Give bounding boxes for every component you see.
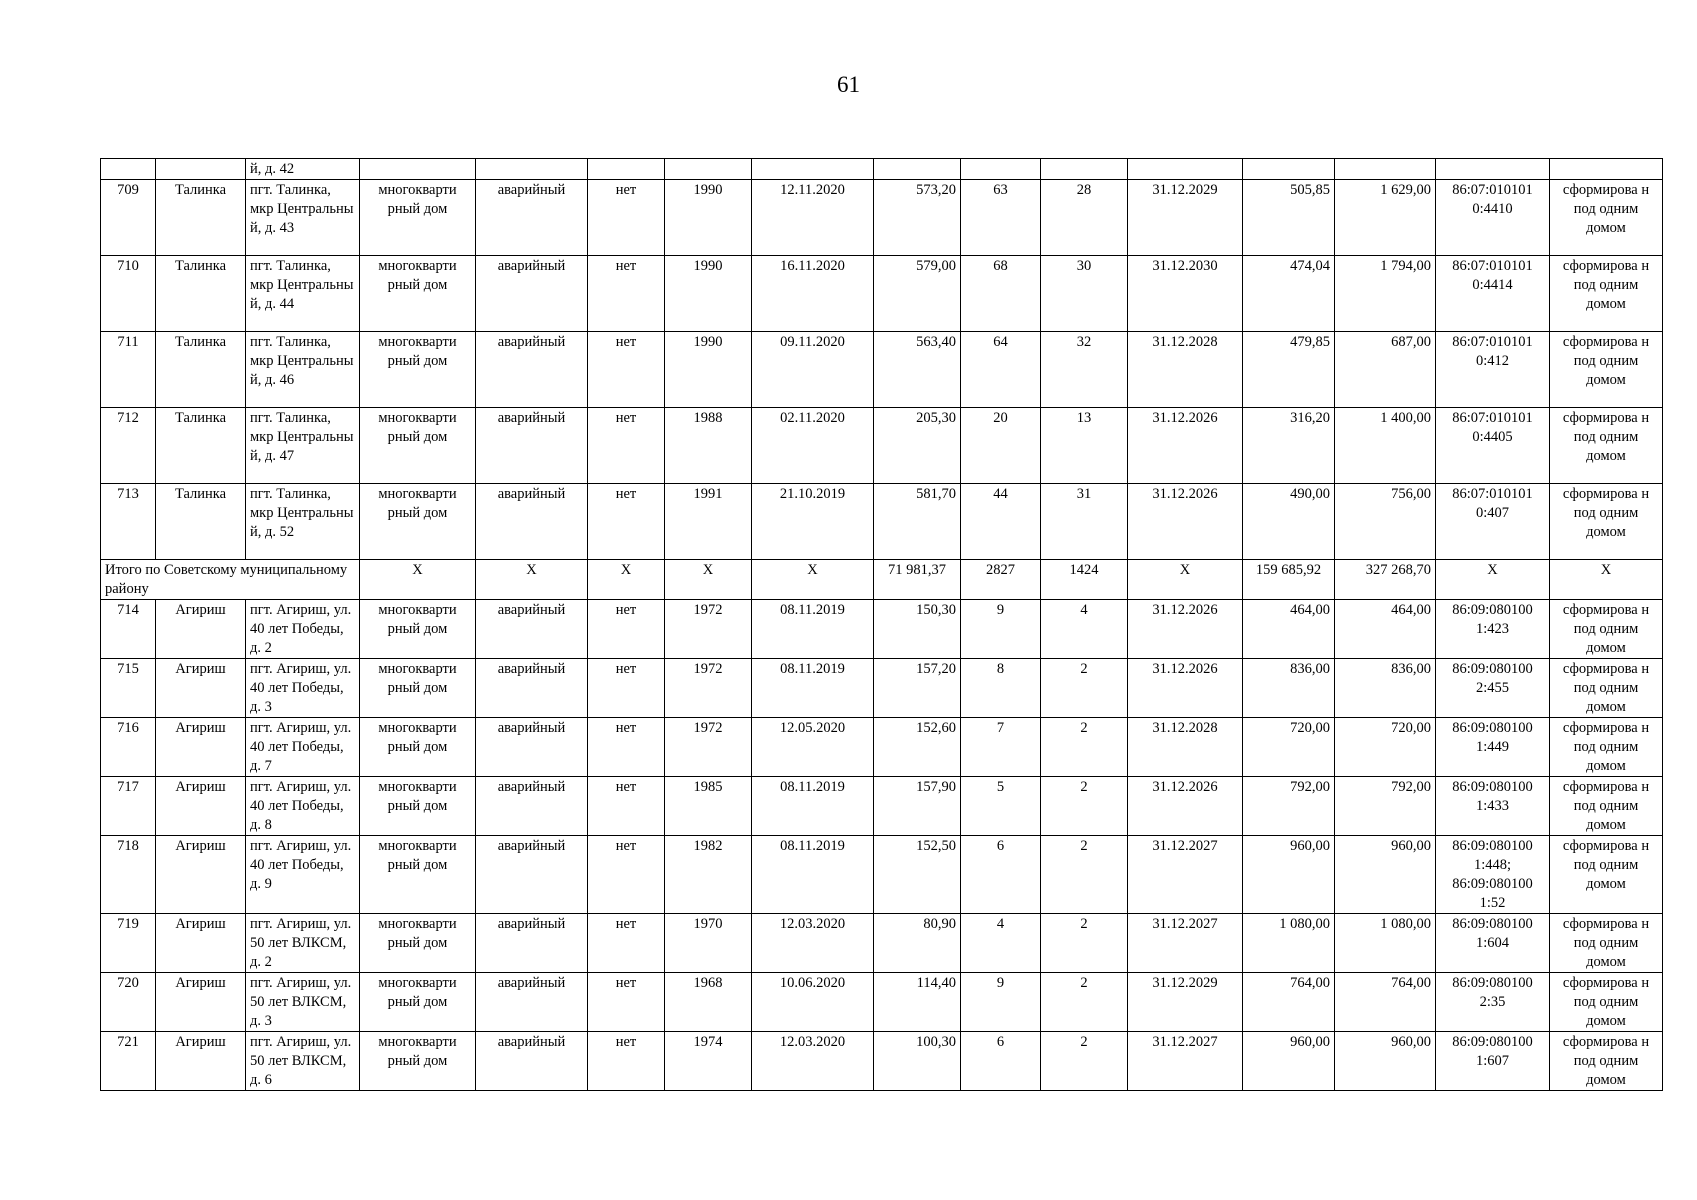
cadastral-number-cell: 86:09:080100 1:449 <box>1436 718 1550 777</box>
area-cell: 80,90 <box>874 914 961 973</box>
settlement-cell: Агириш <box>156 914 246 973</box>
address-cell: пгт. Агириш, ул. 50 лет ВЛКСМ, д. 3 <box>246 973 360 1032</box>
heritage-cell: нет <box>588 718 665 777</box>
note-cell: сформирова н под одним домом <box>1550 332 1663 408</box>
land-area-total-cell: 464,00 <box>1335 600 1436 659</box>
building-type-cell: многокварти рный дом <box>360 180 476 256</box>
land-area-cell: 490,00 <box>1243 484 1335 560</box>
resettlement-deadline-cell: 31.12.2026 <box>1128 777 1243 836</box>
decision-date-cell: 16.11.2020 <box>752 256 874 332</box>
flats-cell: 31 <box>1041 484 1128 560</box>
land-area-cell: 479,85 <box>1243 332 1335 408</box>
flats-cell: 2 <box>1041 973 1128 1032</box>
settlement-cell: Агириш <box>156 836 246 914</box>
land-area-cell: 836,00 <box>1243 659 1335 718</box>
settlement-cell: Талинка <box>156 484 246 560</box>
area-cell: 152,50 <box>874 836 961 914</box>
resettlement-deadline-cell: 31.12.2029 <box>1128 973 1243 1032</box>
page-number: 61 <box>837 72 860 97</box>
address-cell: пгт. Агириш, ул. 40 лет Победы, д. 2 <box>246 600 360 659</box>
total-status-cell: X <box>476 560 588 600</box>
building-type-cell: многокварти рный дом <box>360 1032 476 1091</box>
address-cell: пгт. Талинка, мкр Центральны й, д. 44 <box>246 256 360 332</box>
resettlement-deadline-cell: 31.12.2028 <box>1128 332 1243 408</box>
area-cell: 581,70 <box>874 484 961 560</box>
address-cell: пгт. Талинка, мкр Центральны й, д. 47 <box>246 408 360 484</box>
residents-cell: 64 <box>961 332 1041 408</box>
building-type-cell: многокварти рный дом <box>360 600 476 659</box>
condition-cell: аварийный <box>476 1032 588 1091</box>
condition-cell: аварийный <box>476 600 588 659</box>
address-cell: пгт. Талинка, мкр Центральны й, д. 43 <box>246 180 360 256</box>
land-area-cell: 720,00 <box>1243 718 1335 777</box>
land-area-cell: 464,00 <box>1243 600 1335 659</box>
decision-date-cell: 08.11.2019 <box>752 600 874 659</box>
land-area-cell: 960,00 <box>1243 1032 1335 1091</box>
row-number-cell: 710 <box>101 256 156 332</box>
settlement-cell: Агириш <box>156 600 246 659</box>
residents-cell: 9 <box>961 973 1041 1032</box>
address-cell: пгт. Агириш, ул. 40 лет Победы, д. 7 <box>246 718 360 777</box>
area-cell: 114,40 <box>874 973 961 1032</box>
note-cell: сформирова н под одним домом <box>1550 836 1663 914</box>
table-row <box>101 1032 1663 1091</box>
address-cell: пгт. Талинка, мкр Центральны й, д. 46 <box>246 332 360 408</box>
year-built-cell: 1991 <box>665 484 752 560</box>
total-people-cell: 2827 <box>961 560 1041 600</box>
resettlement-deadline-cell: 31.12.2028 <box>1128 718 1243 777</box>
residents-cell: 6 <box>961 1032 1041 1091</box>
total-label-cell: Итого по Советскому муниципальному району <box>101 560 360 600</box>
land-area-total-cell: 836,00 <box>1335 659 1436 718</box>
decision-date-cell: 09.11.2020 <box>752 332 874 408</box>
note-cell: сформирова н под одним домом <box>1550 256 1663 332</box>
residents-cell: 68 <box>961 256 1041 332</box>
flats-cell: 2 <box>1041 659 1128 718</box>
row-number-cell: 712 <box>101 408 156 484</box>
area-cell: 579,00 <box>874 256 961 332</box>
note-cell: сформирова н под одним домом <box>1550 484 1663 560</box>
address-cell: пгт. Талинка, мкр Центральны й, д. 52 <box>246 484 360 560</box>
address-cell: пгт. Агириш, ул. 50 лет ВЛКСМ, д. 6 <box>246 1032 360 1091</box>
decision-date-cell: 12.03.2020 <box>752 914 874 973</box>
area-cell: 205,30 <box>874 408 961 484</box>
note-cell: сформирова н под одним домом <box>1550 973 1663 1032</box>
building-type-cell: многокварти рный дом <box>360 914 476 973</box>
cadastral-number-cell: 86:07:010101 0:4405 <box>1436 408 1550 484</box>
heritage-cell: нет <box>588 659 665 718</box>
cadastral-number-cell: 86:09:080100 1:433 <box>1436 777 1550 836</box>
land-area-cell: 316,20 <box>1243 408 1335 484</box>
land-area-total-cell: 960,00 <box>1335 1032 1436 1091</box>
settlement-cell: Агириш <box>156 777 246 836</box>
land-area-total-cell: 687,00 <box>1335 332 1436 408</box>
area-cell: 563,40 <box>874 332 961 408</box>
note-cell: сформирова н под одним домом <box>1550 600 1663 659</box>
decision-date-cell: 10.06.2020 <box>752 973 874 1032</box>
resettlement-deadline-cell: 31.12.2027 <box>1128 836 1243 914</box>
heritage-cell: нет <box>588 180 665 256</box>
building-type-cell: многокварти рный дом <box>360 659 476 718</box>
residents-cell: 5 <box>961 777 1041 836</box>
flats-cell: 13 <box>1041 408 1128 484</box>
settlement-cell: Талинка <box>156 256 246 332</box>
settlement-cell: Талинка <box>156 408 246 484</box>
residents-cell: 20 <box>961 408 1041 484</box>
residents-cell: 8 <box>961 659 1041 718</box>
cadastral-number-cell: 86:09:080100 1:604 <box>1436 914 1550 973</box>
resettlement-deadline-cell: 31.12.2026 <box>1128 408 1243 484</box>
condition-cell: аварийный <box>476 973 588 1032</box>
area-cell: 100,30 <box>874 1032 961 1091</box>
condition-cell: аварийный <box>476 777 588 836</box>
decision-date-cell: 12.11.2020 <box>752 180 874 256</box>
year-built-cell: 1972 <box>665 600 752 659</box>
decision-date-cell: 08.11.2019 <box>752 836 874 914</box>
total-note-cell: X <box>1550 560 1663 600</box>
area-cell: 157,20 <box>874 659 961 718</box>
total-cad-cell: X <box>1436 560 1550 600</box>
resettlement-deadline-cell: 31.12.2026 <box>1128 484 1243 560</box>
building-type-cell: многокварти рный дом <box>360 836 476 914</box>
year-built-cell: 1974 <box>665 1032 752 1091</box>
building-type-cell: многокварти рный дом <box>360 332 476 408</box>
land-area-total-cell: 1 400,00 <box>1335 408 1436 484</box>
land-area-total-cell: 960,00 <box>1335 836 1436 914</box>
resettlement-deadline-cell: 31.12.2030 <box>1128 256 1243 332</box>
row-number-cell: 713 <box>101 484 156 560</box>
table-row <box>101 973 1663 1032</box>
row-number-cell: 717 <box>101 777 156 836</box>
flats-cell: 2 <box>1041 1032 1128 1091</box>
land-area-total-cell: 1 629,00 <box>1335 180 1436 256</box>
address-cell: пгт. Агириш, ул. 40 лет Победы, д. 8 <box>246 777 360 836</box>
year-built-cell: 1990 <box>665 180 752 256</box>
total-date-cell: X <box>752 560 874 600</box>
building-type-cell: многокварти рный дом <box>360 484 476 560</box>
land-area-total-cell: 1 794,00 <box>1335 256 1436 332</box>
cadastral-number-cell: 86:07:010101 0:407 <box>1436 484 1550 560</box>
note-cell: сформирова н под одним домом <box>1550 718 1663 777</box>
land-area-cell: 960,00 <box>1243 836 1335 914</box>
cadastral-number-cell: 86:09:080100 2:35 <box>1436 973 1550 1032</box>
land-area-cell: 474,04 <box>1243 256 1335 332</box>
settlement-cell: Талинка <box>156 180 246 256</box>
table-row <box>101 180 1663 256</box>
heritage-cell: нет <box>588 256 665 332</box>
heritage-cell: нет <box>588 914 665 973</box>
land-area-cell: 505,85 <box>1243 180 1335 256</box>
note-cell: сформирова н под одним домом <box>1550 777 1663 836</box>
area-cell: 157,90 <box>874 777 961 836</box>
table-row <box>101 777 1663 836</box>
address-cell: пгт. Агириш, ул. 50 лет ВЛКСМ, д. 2 <box>246 914 360 973</box>
land-area-cell: 1 080,00 <box>1243 914 1335 973</box>
land-area-total-cell: 720,00 <box>1335 718 1436 777</box>
table-row <box>101 408 1663 484</box>
flats-cell: 2 <box>1041 777 1128 836</box>
housing-registry-table <box>100 158 1663 1091</box>
year-built-cell: 1990 <box>665 256 752 332</box>
land-area-total-cell: 792,00 <box>1335 777 1436 836</box>
condition-cell: аварийный <box>476 180 588 256</box>
cadastral-number-cell: 86:09:080100 1:423 <box>1436 600 1550 659</box>
decision-date-cell: 21.10.2019 <box>752 484 874 560</box>
total-deadline-cell: X <box>1128 560 1243 600</box>
settlement-cell: Агириш <box>156 973 246 1032</box>
cadastral-number-cell: 86:09:080100 1:448; 86:09:080100 1:52 <box>1436 836 1550 914</box>
condition-cell: аварийный <box>476 836 588 914</box>
residents-cell: 9 <box>961 600 1041 659</box>
land-area-total-cell: 764,00 <box>1335 973 1436 1032</box>
condition-cell: аварийный <box>476 332 588 408</box>
residents-cell: 6 <box>961 836 1041 914</box>
continuation-row <box>101 159 1663 180</box>
decision-date-cell: 08.11.2019 <box>752 777 874 836</box>
total-type-cell: X <box>360 560 476 600</box>
settlement-cell: Агириш <box>156 659 246 718</box>
continuation-address-cell: й, д. 42 <box>246 159 360 180</box>
resettlement-deadline-cell: 31.12.2026 <box>1128 600 1243 659</box>
building-type-cell: многокварти рный дом <box>360 256 476 332</box>
condition-cell: аварийный <box>476 408 588 484</box>
heritage-cell: нет <box>588 600 665 659</box>
heritage-cell: нет <box>588 777 665 836</box>
year-built-cell: 1968 <box>665 973 752 1032</box>
land-area-cell: 764,00 <box>1243 973 1335 1032</box>
condition-cell: аварийный <box>476 659 588 718</box>
cadastral-number-cell: 86:07:010101 0:412 <box>1436 332 1550 408</box>
condition-cell: аварийный <box>476 484 588 560</box>
cadastral-number-cell: 86:09:080100 2:455 <box>1436 659 1550 718</box>
year-built-cell: 1982 <box>665 836 752 914</box>
resettlement-deadline-cell: 31.12.2027 <box>1128 914 1243 973</box>
total-area-cell: 71 981,37 <box>874 560 961 600</box>
flats-cell: 2 <box>1041 718 1128 777</box>
flats-cell: 28 <box>1041 180 1128 256</box>
note-cell: сформирова н под одним домом <box>1550 914 1663 973</box>
area-cell: 573,20 <box>874 180 961 256</box>
building-type-cell: многокварти рный дом <box>360 718 476 777</box>
row-number-cell: 715 <box>101 659 156 718</box>
resettlement-deadline-cell: 31.12.2027 <box>1128 1032 1243 1091</box>
year-built-cell: 1972 <box>665 718 752 777</box>
decision-date-cell: 02.11.2020 <box>752 408 874 484</box>
residents-cell: 63 <box>961 180 1041 256</box>
building-type-cell: многокварти рный дом <box>360 777 476 836</box>
total-heritage-cell: X <box>588 560 665 600</box>
heritage-cell: нет <box>588 408 665 484</box>
year-built-cell: 1988 <box>665 408 752 484</box>
land-area-cell: 792,00 <box>1243 777 1335 836</box>
row-number-cell: 720 <box>101 973 156 1032</box>
flats-cell: 32 <box>1041 332 1128 408</box>
table-row <box>101 484 1663 560</box>
area-cell: 150,30 <box>874 600 961 659</box>
table-row <box>101 332 1663 408</box>
total-ls1-cell: 159 685,92 <box>1243 560 1335 600</box>
flats-cell: 2 <box>1041 836 1128 914</box>
heritage-cell: нет <box>588 1032 665 1091</box>
heritage-cell: нет <box>588 484 665 560</box>
address-cell: пгт. Агириш, ул. 40 лет Победы, д. 9 <box>246 836 360 914</box>
resettlement-deadline-cell: 31.12.2026 <box>1128 659 1243 718</box>
table-row <box>101 659 1663 718</box>
total-flats-cell: 1424 <box>1041 560 1128 600</box>
building-type-cell: многокварти рный дом <box>360 408 476 484</box>
cadastral-number-cell: 86:09:080100 1:607 <box>1436 1032 1550 1091</box>
row-number-cell: 718 <box>101 836 156 914</box>
settlement-cell: Талинка <box>156 332 246 408</box>
year-built-cell: 1970 <box>665 914 752 973</box>
settlement-cell: Агириш <box>156 1032 246 1091</box>
flats-cell: 4 <box>1041 600 1128 659</box>
row-number-cell: 719 <box>101 914 156 973</box>
table-row <box>101 914 1663 973</box>
table-body <box>101 159 1663 1091</box>
building-type-cell: многокварти рный дом <box>360 973 476 1032</box>
area-cell: 152,60 <box>874 718 961 777</box>
total-ls2-cell: 327 268,70 <box>1335 560 1436 600</box>
residents-cell: 7 <box>961 718 1041 777</box>
resettlement-deadline-cell: 31.12.2029 <box>1128 180 1243 256</box>
table-row <box>101 836 1663 914</box>
note-cell: сформирова н под одним домом <box>1550 408 1663 484</box>
settlement-cell: Агириш <box>156 718 246 777</box>
row-number-cell: 714 <box>101 600 156 659</box>
heritage-cell: нет <box>588 836 665 914</box>
flats-cell: 30 <box>1041 256 1128 332</box>
row-number-cell: 716 <box>101 718 156 777</box>
land-area-total-cell: 1 080,00 <box>1335 914 1436 973</box>
note-cell: сформирова н под одним домом <box>1550 1032 1663 1091</box>
table-row <box>101 600 1663 659</box>
land-area-total-cell: 756,00 <box>1335 484 1436 560</box>
year-built-cell: 1990 <box>665 332 752 408</box>
decision-date-cell: 08.11.2019 <box>752 659 874 718</box>
heritage-cell: нет <box>588 973 665 1032</box>
cadastral-number-cell: 86:07:010101 0:4414 <box>1436 256 1550 332</box>
decision-date-cell: 12.05.2020 <box>752 718 874 777</box>
total-year-cell: X <box>665 560 752 600</box>
note-cell: сформирова н под одним домом <box>1550 659 1663 718</box>
heritage-cell: нет <box>588 332 665 408</box>
residents-cell: 4 <box>961 914 1041 973</box>
condition-cell: аварийный <box>476 914 588 973</box>
row-number-cell: 721 <box>101 1032 156 1091</box>
address-cell: пгт. Агириш, ул. 40 лет Победы, д. 3 <box>246 659 360 718</box>
decision-date-cell: 12.03.2020 <box>752 1032 874 1091</box>
cadastral-number-cell: 86:07:010101 0:4410 <box>1436 180 1550 256</box>
year-built-cell: 1985 <box>665 777 752 836</box>
row-number-cell: 709 <box>101 180 156 256</box>
total-row <box>101 560 1663 600</box>
note-cell: сформирова н под одним домом <box>1550 180 1663 256</box>
flats-cell: 2 <box>1041 914 1128 973</box>
residents-cell: 44 <box>961 484 1041 560</box>
row-number-cell: 711 <box>101 332 156 408</box>
condition-cell: аварийный <box>476 718 588 777</box>
table-row <box>101 718 1663 777</box>
condition-cell: аварийный <box>476 256 588 332</box>
table-row <box>101 256 1663 332</box>
year-built-cell: 1972 <box>665 659 752 718</box>
